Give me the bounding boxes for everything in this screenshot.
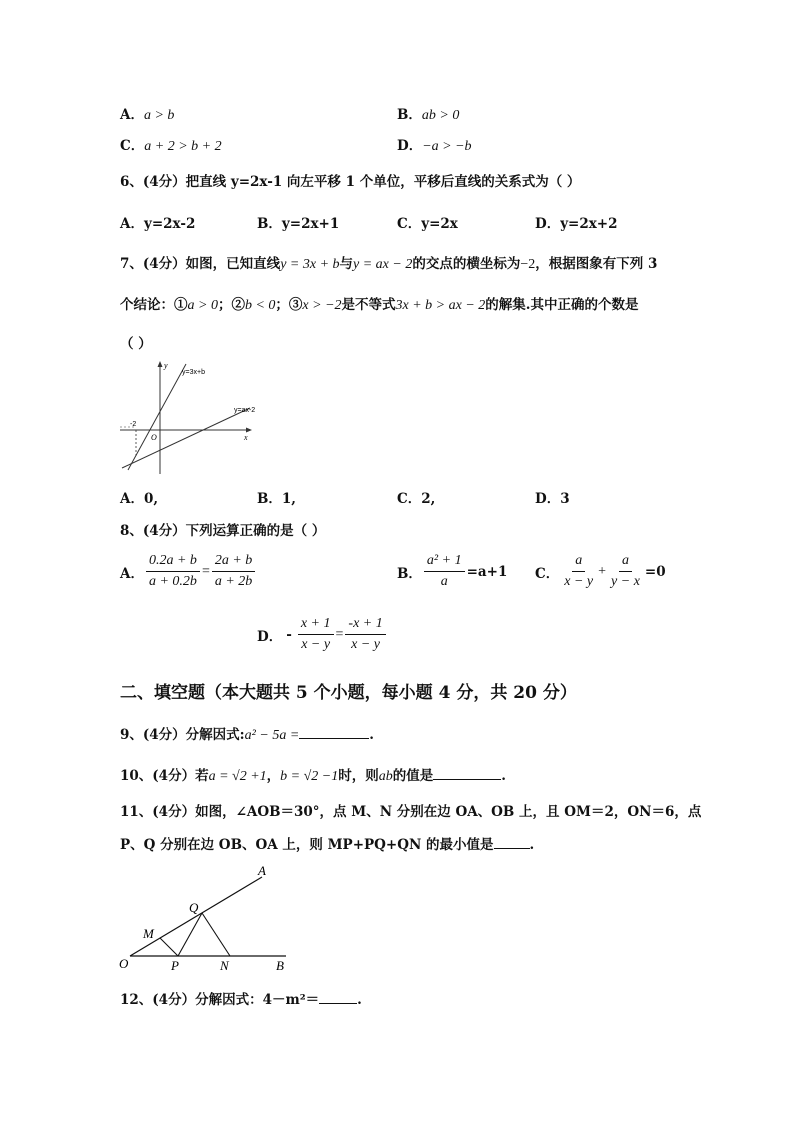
q12: 12、(4分）分解因式：4－m²＝ . [120,992,362,1008]
q8-stem: 8、(4分）下列运算正确的是（ ） [120,523,326,539]
q7-option-d: D．3 [535,491,570,507]
label-b: B [276,958,284,973]
q11-figure [116,862,300,974]
y-axis-arrow-icon [158,361,163,367]
segment-mp [160,938,178,956]
answer-blank[interactable] [433,779,501,780]
y-label: y [164,361,168,370]
q6-option-a: A．y=2x-2 [120,216,196,232]
answer-blank[interactable] [299,738,369,739]
fraction: $\frac{2a + b}{a + 2b}$ [212,553,255,590]
origin-label: O [151,433,157,442]
q7-graph [118,358,258,476]
q7-option-a: A．0, [120,491,159,507]
q5-option-b: B．ab > 0 [397,107,460,123]
q6-option-c: C．y=2x [397,216,458,232]
q9: 9、(4分）分解因式:a² − 5a = . [120,727,374,743]
ray-oa [130,877,262,956]
fraction: $\frac{0.2a + b}{a + 0.2b}$ [146,553,200,590]
q6-option-d: D．y=2x+2 [535,216,618,232]
segment-qn [202,913,230,956]
label-n: N [220,958,229,973]
x-axis-arrow-icon [246,428,252,433]
fraction: $\frac{-x + 1}{x - y}$ [345,616,385,653]
q5-option-d: D．−a > −b [397,138,472,154]
fraction: $\frac{x + 1}{x - y}$ [298,616,334,653]
label-q: Q [189,900,199,915]
q8-option-a: A． $\frac{0.2a + b}{a + 0.2b}$ = $\frac{2a + b}{a + 2b}$ [120,553,257,590]
label-o: O [119,956,129,971]
label-m: M [143,926,154,941]
q8-option-c: C． $\frac{a}{x - y}$ + $\frac{a}{y - x}$ =0 [535,553,666,589]
label-a: A [258,863,266,878]
fraction: $\frac{a}{x - y}$ [564,553,594,589]
line1-label: y=3x+b [182,369,205,376]
q6-option-b: B．y=2x+1 [257,216,340,232]
q8-option-d: D． - $\frac{x + 1}{x - y}$ = $\frac{-x + 1}{x - y}$ [257,616,388,653]
section-2-title: 二、填空题（本大题共 5 个小题，每小题 4 分，共 20 分） [120,683,577,703]
q7-stem-line1: 7、(4分）如图，已知直线y = 3x + b与y = ax − 2的交点的横坐标为−2，根据图象有下列 3 [120,256,658,272]
q5-option-a: A．a > b [120,107,175,123]
q8-option-b: B． $\frac{\text{a² + 1}}{a}$ =a+1 [397,553,508,589]
q6-stem: 6、(4分）把直线 y=2x-1 向左平移 1 个单位，平移后直线的关系式为（ ） [120,174,581,190]
q5-option-c: C．a + 2 > b + 2 [120,138,222,154]
x-label: x [244,433,248,442]
q11-line1: 11、(4分）如图，∠AOB＝30°，点 M、N 分别在边 OA、OB 上，且 OM＝2，ON＝6，点 [120,804,702,820]
q7-option-c: C．2, [397,491,436,507]
q7-answer-paren: （ ） [120,336,152,352]
q7-stem-line2: 个结论：①a > 0；②b < 0；③x > −2是不等式3x + b > ax − 2的解集.其中正确的个数是 [120,297,639,313]
tick-label: -2 [130,421,137,428]
fraction: $\frac{\text{a² + 1}}{a}$ [424,553,465,590]
fraction: $\frac{a}{y - x}$ [611,553,640,589]
q7-option-b: B．1, [257,491,297,507]
line2-label: y=ax-2 [234,407,256,414]
q11-line2: P、Q 分别在边 OB、OA 上，则 MP+PQ+QN 的最小值是 . [120,837,535,853]
answer-blank[interactable] [494,848,530,849]
line-y-3x-b [128,364,186,470]
line-y-ax-2 [122,408,250,468]
q10: 10、(4分）若a = √2 +1，b = √2 −1时，则ab的值是 . [120,768,506,784]
answer-blank[interactable] [319,1003,357,1004]
label-p: P [171,958,179,973]
